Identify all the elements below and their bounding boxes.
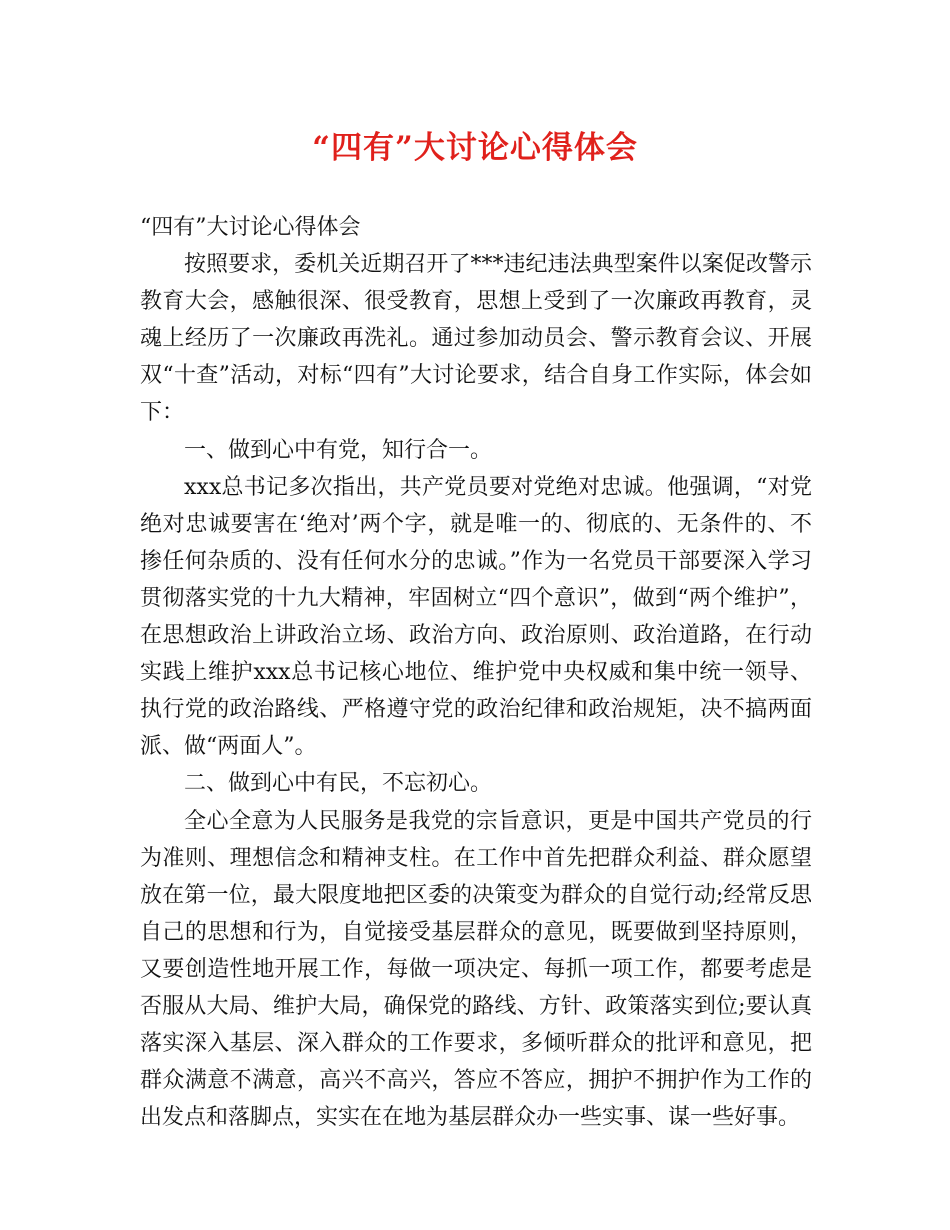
paragraph-intro: 按照要求，委机关近期召开了***违纪违法典型案件以案促改警示教育大会，感触很深、很受教育，思想上受到了一次廉政再教育，灵魂上经历了一次廉政再洗礼。通过参加动员会、警示教育会议、开展双“十查”活动，对标“四有”大讨论要求，结合自身工作实际，体会如下： — [140, 252, 812, 426]
section-heading-1: 一、做到心中有党，知行合一。 — [184, 437, 493, 463]
paragraph-section-2: 全心全意为人民服务是我党的宗旨意识，更是中国共产党员的行为准则、理想信念和精神支柱。在工作中首先把群众利益、群众愿望放在第一位，最大限度地把区委的决策变为群众的自觉行动;经常反思自己的思想和行为，自觉接受基层群众的意见，既要做到坚持原则，又要创造性地开展工作，每做一项决定、每抓一项工作，都要考虑是否服从大局、维护大局，确保党的路线、方针、政策落实到位;要认真落实深入基层、深入群众的工作要求，多倾听群众的批评和意见，把群众满意不满意，高兴不高兴，答应不答应，拥护不拥护作为工作的出发点和落脚点，实实在在地为基层群众办一些实事、谋一些好事。 — [140, 808, 812, 1131]
document-body — [140, 209, 812, 1136]
paragraph-section-1: xxx总书记多次指出，共产党员要对党绝对忠诚。他强调，“对党绝对忠诚要害在‘绝对’两个字，就是唯一的、彻底的、无条件的、不掺任何杂质的、没有任何水分的忠诚。”作为一名党员干部要深入学习贯彻落实党的十九大精神，牢固树立“四个意识”，做到“两个维护”，在思想政治上讲政治立场、政治方向、政治原则、政治道路，在行动实践上维护xxx总书记核心地位、维护党中央权威和集中统一领导、执行党的政治路线、严格遵守党的政治纪律和政治规矩，决不搞两面派、做“两面人”。 — [140, 474, 812, 760]
document-title: “四有”大讨论心得体会 — [312, 130, 638, 166]
document-subtitle: “四有”大讨论心得体会 — [140, 215, 361, 240]
section-heading-2: 二、做到心中有民，不忘初心。 — [184, 771, 493, 797]
